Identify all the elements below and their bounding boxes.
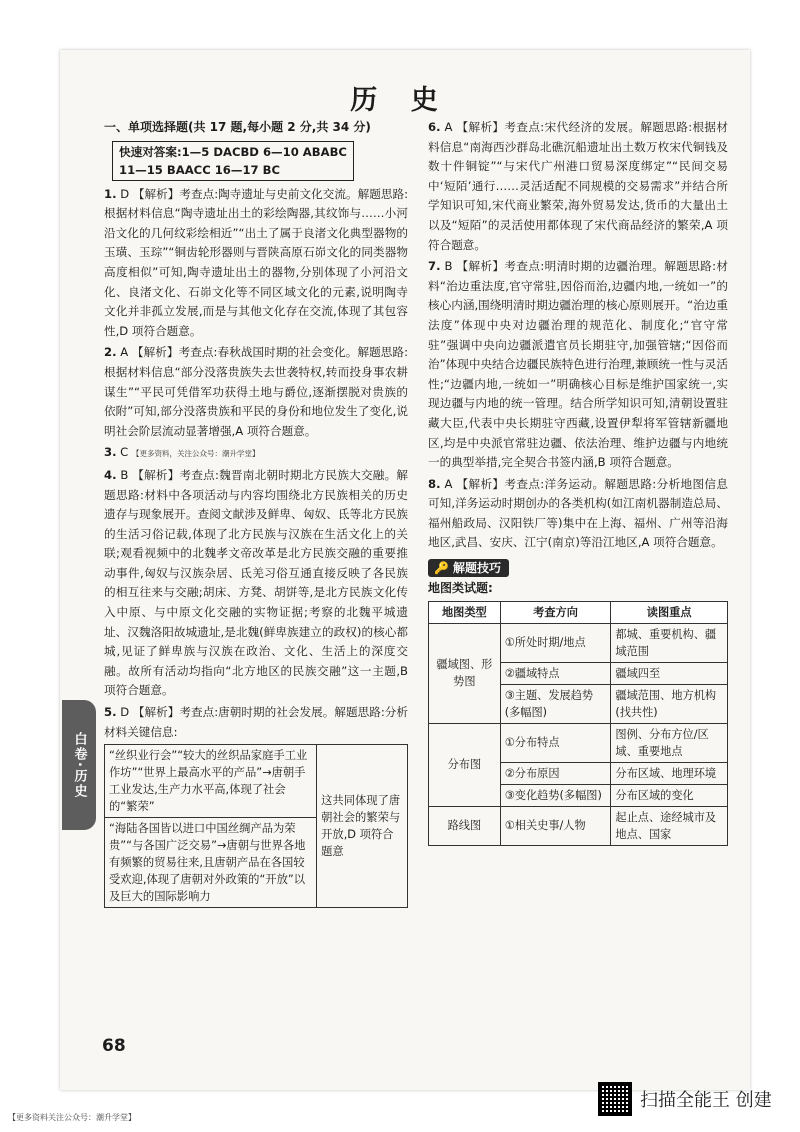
side-tab: 白卷·历史 — [62, 700, 96, 830]
quick-answers-line: 11—15 BAACC 16—17 BC — [119, 162, 280, 177]
question-text: A 【解析】考查点:洋务运动。解题思路:分析地图信息可知,洋务运动时期创办的各类机构(如江南机器制造总局、福州船政局、汉阳铁厂等)集中在上海、福州、广州等沿海地区,武昌、安庆、江宁(南京)等沿江地区,A 项符合题意。 — [428, 476, 728, 550]
question-4 — [104, 466, 408, 701]
table-cell: “丝织业行会”“较大的丝织品家庭手工业作坊”“世界上最高水平的产品”→唐朝手工业发达,生产力水平高,体现了社会的“繁荣” — [105, 745, 317, 818]
tip-subtitle: 地图类试题: — [428, 581, 493, 596]
question-1 — [104, 185, 408, 342]
table-cell: 分布区域、地理环境 — [611, 762, 728, 784]
promo-note: 【更多资料，关注公众号：潮升学堂】 — [131, 449, 260, 459]
question-text: B 【解析】考查点:魏晋南北朝时期北方民族大交融。解题思路:材料中各项活动与内容均围绕北方民族相关的历史遗存与现象展开。查阅文献涉及鲜卑、匈奴、氐等北方民族的生活习俗记载,体现了北方民族与汉族在生活文化上的关联;观看视频中的北魏孝文帝改革是北方民族交融的重要推动事件,匈奴与汉族杂居、氐羌习俗互通直接反映了各民族的相互往来与交融;胡床、方凳、胡饼等,是北方民族文化传入中原、与中原文化交融的实物证据;考察的北魏平城遗址、汉魏洛阳故城遗址,是北魏(鲜卑族建立的政权)的核心都城,见证了鲜卑族与汉族在政治、文化、生活上的深度交融。故所有活动均指向“北方地区的民族交融”这一主题,B 项符合题意。 — [104, 467, 409, 698]
question-number: 2. — [104, 345, 117, 360]
question-number: 4. — [104, 467, 117, 482]
brand-text: 扫描全能王 创建 — [640, 1090, 772, 1111]
right-column — [428, 118, 728, 848]
table-cell: 都城、重要机构、疆域范围 — [611, 623, 728, 662]
table-cell: 分布区域的变化 — [611, 784, 728, 806]
section-heading: 一、单项选择题(共 17 题,每小题 2 分,共 34 分) — [104, 120, 371, 134]
tip-badge — [428, 559, 509, 577]
question-3 — [104, 443, 408, 464]
table-cell: ③变化趋势(多幅图) — [500, 784, 611, 806]
question-number: 3. — [104, 445, 117, 460]
tip-label: 解题技巧 — [452, 561, 501, 576]
map-tips-table — [428, 601, 728, 846]
question-number: 6. — [428, 120, 441, 134]
table-cell: ①分布特点 — [500, 723, 611, 762]
table-cell: ②疆域特点 — [500, 662, 611, 684]
table-cell: 疆域范围、地方机构(找共性) — [611, 684, 728, 723]
question-text: A 【解析】考查点:春秋战国时期的社会变化。解题思路:根据材料信息“部分没落贵族失去世袭特权,转而投身事农耕谋生”“平民可凭借军功获得土地与爵位,逐渐摆脱对贵族的依附”可知,部分没落贵族和平民的身份和地位发生了变化,说明社会阶层流动显著增强,A 项符合题意。 — [104, 345, 409, 438]
quick-answers-line: 快速对答案:1—5 DACBD 6—10 ABABC — [119, 144, 347, 159]
question-text: D 【解析】考查点:唐朝时期的社会发展。解题思路:分析材料关键信息: — [104, 705, 408, 739]
question-6 — [428, 118, 728, 255]
table-cell: 疆域四至 — [611, 662, 728, 684]
question-5 — [104, 703, 408, 742]
table-cell: 图例、分布方位/区域、重要地点 — [611, 723, 728, 762]
table-cell: ①所处时期/地点 — [500, 623, 611, 662]
table-cell: ①相关史事/人物 — [500, 806, 611, 845]
table-cell-conclusion: 这共同体现了唐朝社会的繁荣与开放,D 项符合题意 — [317, 745, 408, 908]
table-header: 读图重点 — [611, 601, 728, 623]
table-header: 考查方向 — [500, 601, 611, 623]
table-cell: ③主题、发展趋势(多幅图) — [500, 684, 611, 723]
question-text: C — [120, 445, 129, 460]
question-8 — [428, 475, 728, 553]
table-cell: ②分布原因 — [500, 762, 611, 784]
quick-answers-box — [112, 141, 354, 181]
table-header-row — [429, 601, 728, 623]
table-header: 地图类型 — [429, 601, 501, 623]
question-number: 5. — [104, 705, 117, 720]
page-number: 68 — [102, 1036, 126, 1056]
question-number: 1. — [104, 186, 117, 201]
map-type-cell: 路线图 — [429, 806, 501, 845]
scanner-watermark — [598, 1082, 772, 1116]
map-type-cell: 疆域图、形势图 — [429, 623, 501, 723]
footer-note: 【更多资料关注公众号：潮升学堂】 — [8, 1113, 136, 1122]
question-text: D 【解析】考查点:陶寺遗址与史前文化交流。解题思路:根据材料信息“陶寺遗址出土的彩绘陶器,其纹饰与……小河沿文化的几何纹彩绘相近”“出土了属于良渚文化典型器物的玉璜、玉琮”“铜齿轮形器则与晋陕高原石峁文化的同类器物高度相似”可知,陶寺遗址出土的器物,分别体现了小河沿文化、良渚文化、石峁文化等不同区域文化的元素,说明陶寺文化并非孤立发展,而是与其他文化存在交流,体现了其包容性,D 项符合题意。 — [104, 186, 408, 338]
key-icon: 🔑 — [434, 561, 449, 576]
left-column — [104, 118, 408, 910]
table-cell: “海陆各国皆以进口中国丝绸产品为荣贵”“与各国广泛交易”→唐朝与世界各地有频繁的贸易往来,且唐朝产品在各国较受欢迎,体现了唐朝对外政策的“开放”以及巨大的国际影响力 — [105, 818, 317, 908]
page-title: 历 史 — [350, 85, 450, 116]
table-row — [429, 806, 728, 845]
table-row — [429, 623, 728, 662]
qr-code-icon — [598, 1082, 632, 1116]
table-cell: 起止点、途经城市及地点、国家 — [611, 806, 728, 845]
table-row — [429, 723, 728, 762]
question-number: 7. — [428, 259, 441, 274]
question-7 — [428, 257, 728, 473]
question-text: B 【解析】考查点:明清时期的边疆治理。解题思路:材料“治边重法度,官守常驻,因俗而治,边疆内地,一统如一”的核心内涵,围绕明清时期边疆治理的核心原则展开。“治边重法度”体现中央对边疆治理的规范化、制度化;“官守常驻”强调中央向边疆派遣官员长期驻守,加强管辖;“因俗而治”体现中央结合边疆民族特色进行治理,兼顾统一性与灵活性;“边疆内地,一统如一”明确核心目标是维护国家统一,实现边疆与内地的统一管理。结合所学知识可知,清朝设置驻藏大臣,代表中央长期驻守西藏,设置伊犁将军管辖新疆地区,均是中央派官常驻边疆、依法治理、维护边疆与内地统一的典型举措,完全契合书签内涵,B 项符合题意。 — [428, 259, 729, 470]
question-text: A 【解析】考查点:宋代经济的发展。解题思路:根据材料信息“南海西沙群岛北礁沉船遗址出土数万枚宋代铜钱及数十件铜锭”“与宋代广州港口贸易深度绑定”“民间交易中‘短陌’通行……灵活适配不同规模的交易需求”并结合所学知识可知,宋代商业繁荣,海外贸易发达,货币的大量出土以及“短陌”的灵活使用都体现了宋代商品经济的繁荣,A 项符合题意。 — [428, 120, 728, 252]
map-type-cell: 分布图 — [429, 723, 501, 806]
question-number: 8. — [428, 476, 441, 491]
analysis-table — [104, 744, 408, 908]
table-row — [105, 745, 408, 818]
question-2 — [104, 343, 408, 441]
